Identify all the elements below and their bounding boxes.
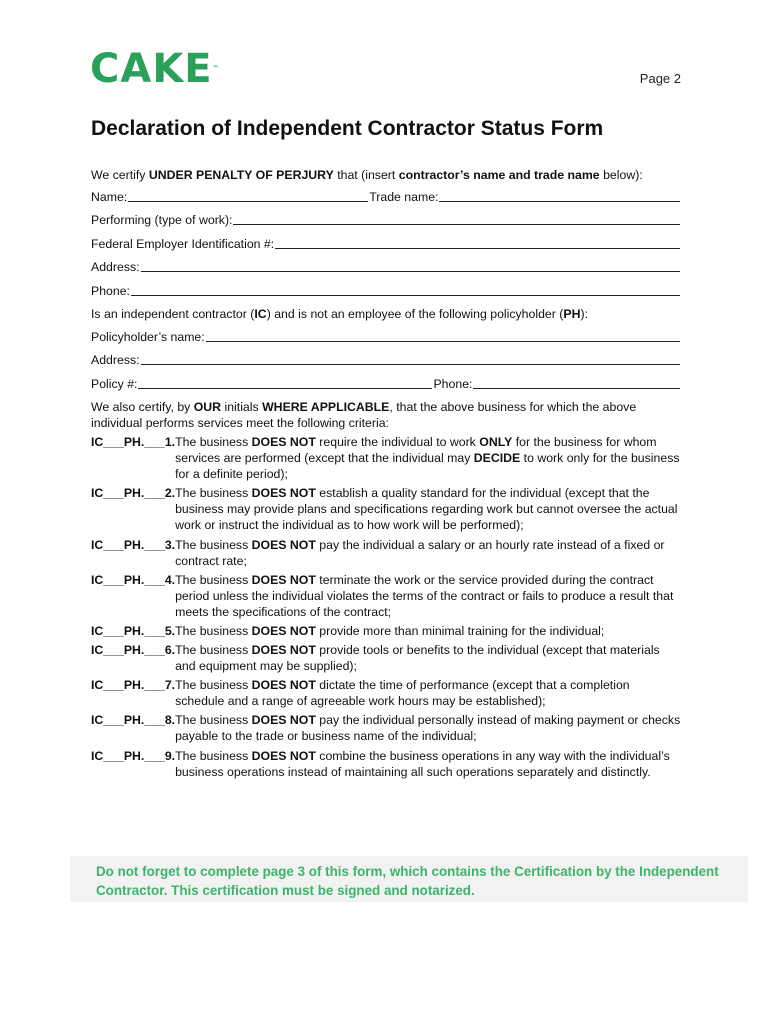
policyholder-address-label: Address: [91, 353, 140, 368]
logo-text: CAKE [90, 46, 213, 92]
policyholder-name-input-line[interactable] [206, 341, 680, 342]
intro-text: that (insert [333, 168, 399, 182]
contractor-phone-label: Phone: [91, 283, 130, 298]
initials-blank[interactable]: IC___PH.___3. [91, 537, 176, 552]
form-title: Declaration of Independent Contractor Status Form [91, 117, 604, 140]
initials-blank[interactable]: IC___PH.___4. [91, 572, 176, 587]
contractor-address-label: Address: [91, 260, 140, 275]
ic-abbrev: IC [254, 306, 267, 321]
ic-text: ) and is not an employee of the following policyholder ( [266, 306, 564, 321]
policyholder-address-input-line[interactable] [141, 364, 680, 365]
criteria-item-3 [91, 537, 681, 569]
intro-text: We certify [91, 168, 149, 182]
contractor-phone-input-line[interactable] [131, 295, 680, 296]
ic-text: ): [580, 306, 588, 321]
policyholder-phone-label: Phone: [433, 376, 473, 391]
initials-blank[interactable]: IC___PH.___2. [91, 486, 176, 501]
name-label: Name: [91, 190, 128, 204]
ph-abbrev: PH [563, 306, 581, 321]
criteria-item-5 [91, 623, 681, 639]
contractor-phone-row [91, 283, 681, 299]
criteria-text: The business DOES NOT pay the individual personally instead of making payment or checks payable to the trade or business name of the individual; [175, 713, 681, 744]
policyholder-name-row [91, 329, 681, 345]
criteria-item-2 [91, 485, 681, 533]
policyholder-phone-input-line[interactable] [473, 388, 680, 389]
page-number: Page 2 [639, 71, 681, 86]
certify-text: We also certify, by [91, 400, 194, 415]
initials-blank[interactable]: IC___PH.___7. [91, 678, 176, 693]
name-input-line[interactable] [128, 201, 368, 202]
criteria-text: The business DOES NOT pay the individual a salary or an hourly rate instead of a fixed or contract rate; [175, 537, 665, 568]
criteria-text: The business DOES NOT terminate the work or the service provided during the contract period unless the individual violates the terms of the contract or fails to produce a result that meets the specifications of the contract; [175, 572, 674, 619]
ic-text: Is an independent contractor ( [91, 306, 255, 321]
contractor-address-input-line[interactable] [141, 271, 680, 272]
intro-text: below): [599, 168, 643, 182]
criteria-item-4 [91, 572, 681, 620]
name-trade-row [91, 189, 681, 205]
certify-text: initials [221, 400, 263, 415]
criteria-item-1 [91, 434, 681, 482]
certify-bold-our: OUR [193, 400, 222, 415]
fein-label: Federal Employer Identification #: [91, 236, 275, 251]
policy-phone-row [91, 376, 681, 392]
intro-bold-contractor-name: contractor’s name and trade name [398, 168, 600, 182]
criteria-item-7 [91, 677, 681, 709]
performing-label: Performing (type of work): [91, 213, 233, 228]
intro-bold-perjury: UNDER PENALTY OF PERJURY [148, 168, 334, 182]
fein-input-line[interactable] [275, 248, 680, 249]
initials-blank[interactable]: IC___PH.___8. [91, 713, 176, 728]
performing-row [91, 212, 681, 228]
certify-text: , that the above business for which the above individual performs services meet the following criteria: [91, 400, 637, 431]
policyholder-address-row [91, 352, 681, 368]
criteria-item-9 [91, 748, 681, 780]
policyholder-name-label: Policyholder’s name: [91, 329, 205, 344]
criteria-item-6 [91, 642, 681, 674]
criteria-text: The business DOES NOT combine the business operations in any way with the individual’s business operations instead of maintaining all such operations separately and distinctly. [175, 748, 670, 779]
performing-input-line[interactable] [233, 224, 680, 225]
cake-logo [90, 48, 219, 90]
fein-row [91, 236, 681, 252]
trade-name-label: Trade name: [369, 190, 439, 204]
initials-blank[interactable]: IC___PH.___1. [91, 435, 176, 450]
initials-blank[interactable]: IC___PH.___9. [91, 748, 176, 763]
notice-text: Do not forget to complete page 3 of this form, which contains the Certification by the Independent Contractor. This certification must be signed and notarized. [96, 864, 719, 898]
criteria-text: The business DOES NOT provide more than minimal training for the individual; [175, 623, 605, 638]
criteria-item-8 [91, 712, 681, 744]
initials-blank[interactable]: IC___PH.___6. [91, 643, 176, 658]
criteria-text: The business DOES NOT require the individual to work ONLY for the business for whom services are performed (except that the individual may DECIDE to work only for the business for a definite period); [175, 435, 680, 482]
criteria-text: The business DOES NOT dictate the time of performance (except that a completion schedule and a range of agreeable work hours may be established); [175, 678, 630, 709]
criteria-list [91, 434, 681, 780]
intro-paragraph [91, 167, 681, 183]
trade-name-input-line[interactable] [439, 201, 680, 202]
criteria-text: The business DOES NOT establish a quality standard for the individual (except that the business may provide plans and specifications regarding work but cannot oversee the actual work or instruct the individual as to how work will be performed); [175, 486, 678, 533]
contractor-address-row [91, 259, 681, 275]
policy-number-label: Policy #: [91, 376, 138, 391]
trademark-symbol: ™ [212, 65, 219, 72]
form-body [91, 167, 681, 783]
notice-box [70, 856, 748, 902]
criteria-text: The business DOES NOT provide tools or benefits to the individual (except that materials and equipment may be supplied); [175, 643, 660, 674]
initials-blank[interactable]: IC___PH.___5. [91, 623, 176, 638]
ic-statement [91, 306, 681, 322]
certify-bold-where-applicable: WHERE APPLICABLE [262, 400, 390, 415]
certify-paragraph [91, 399, 681, 431]
policy-number-input-line[interactable] [138, 388, 432, 389]
